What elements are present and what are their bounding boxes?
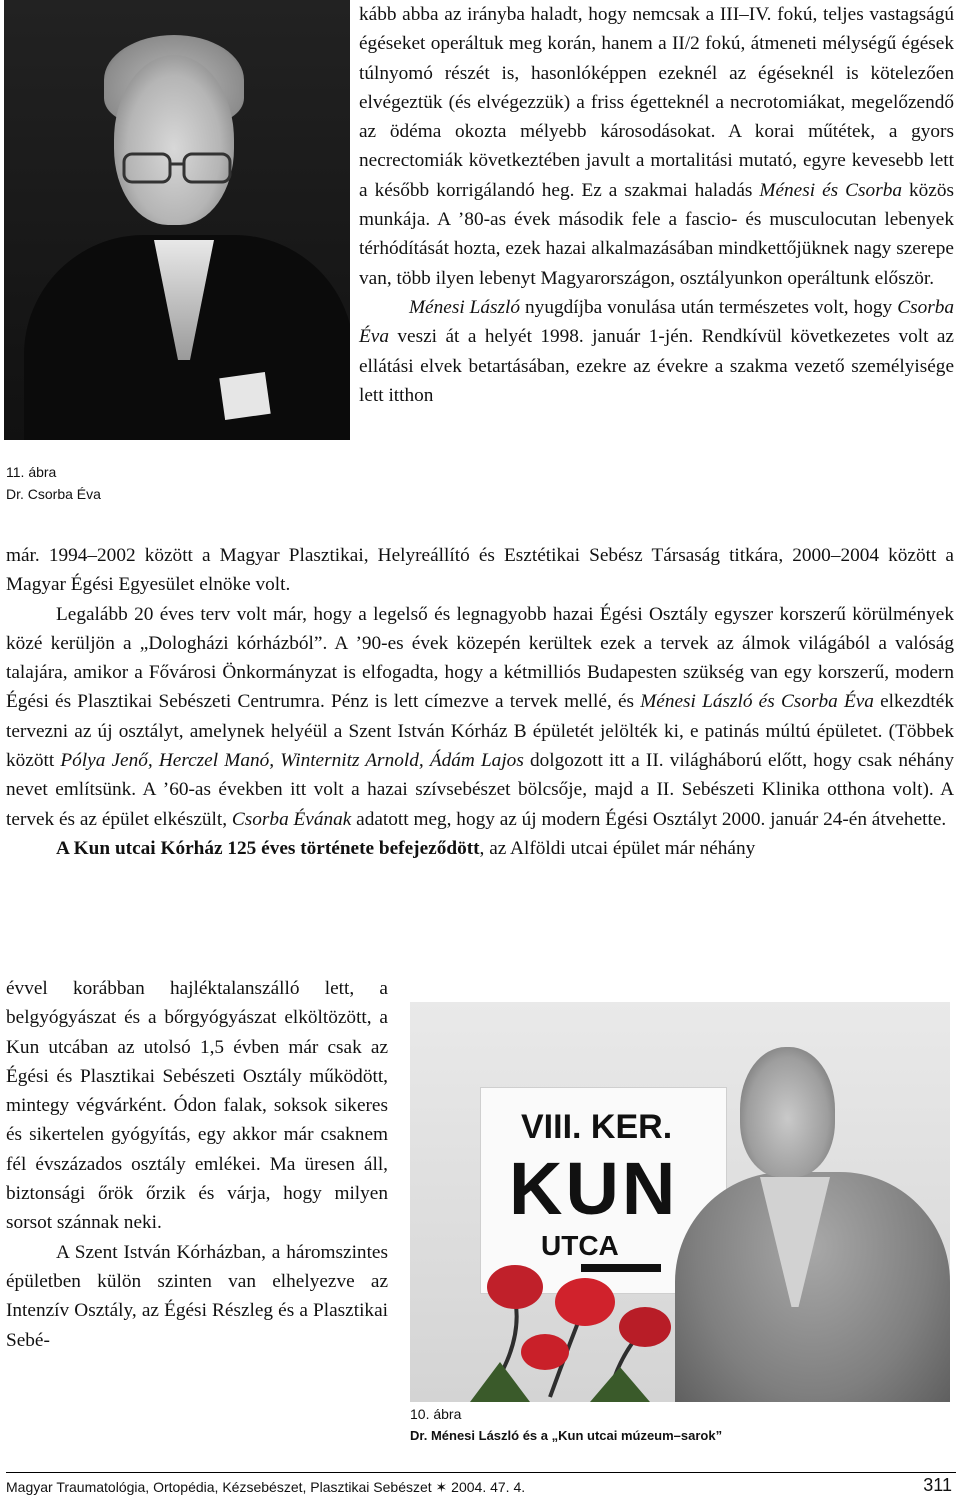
sign-line-1: VIII. KER. — [521, 1108, 673, 1146]
full-width-text — [6, 541, 954, 863]
text-run: veszi át a helyét 1998. január 1-jén. Rendkívül következetes volt az ellátási elvek betartásában, ezekre az évekre a szakma vezető személyisége lett itthon — [359, 326, 954, 406]
bottom-paragraph-1: évvel korábban hajléktalanszálló lett, a belgyógyászat és a bőrgyógyászat elköltözött, a Kun utcában az utolsó 1,5 évben már csak az Égési és Plasztikai Sebészeti Osztály működött, mintegy végvárként. Ódon falak, soksok sikeres és sikertelen gyógyítás, egy akkor már csaknem fél évszázados osztály emlékei. Ma üresen áll, biztonsági őrök őrzik és várja, hogy milyen sorsot szánnak neki. — [6, 978, 388, 1234]
text-run: már. 1994–2002 között a Magyar Plasztikai, Helyreállító és Esztétikai Sebész Társaság titkára, 2000–2004 között a Magyar Égési Egyesület elnöke volt. — [6, 545, 954, 596]
text-run: Legalább 20 éves terv volt már, hogy a legelső és legnagyobb hazai Égési Osztály egyszer korszerű körülmények közé kerüljön a „Dologházi kórházból”. A ’90-es évek közepén kerültek ezek a tervek az álmok világából a valóság talajára, amikor a Fővárosi Önkormányzat is elfogadta, hogy a kétmilliós Budapesten szükség van egy korszerű, modern Égési és Plasztikai Sebészeti Centrumra. Pénz is lett címezve a tervek mellé, és — [6, 603, 954, 713]
figure-10-caption: Dr. Ménesi László és a „Kun utcai múzeum–sarok” — [410, 1428, 723, 1443]
text-run: , az Alföldi utcai épület már néhány — [479, 837, 756, 859]
sign-line-3: UTCA — [541, 1230, 619, 1261]
glasses-icon — [122, 150, 232, 186]
bottom-paragraph-2: A Szent István Kórházban, a háromszintes épületben külön szinten van elhelyezve az Intenzív Osztály, az Égési Részleg és a Plasztikai Sebé- — [6, 1241, 388, 1351]
text-run: adatott meg, hogy az új modern Égési Osztályt 2000. január 24-én átvehette. — [351, 808, 947, 830]
figure-11-caption: Dr. Csorba Éva — [6, 486, 101, 502]
sign-line-2: KUN — [509, 1147, 679, 1230]
photo-name-badge — [219, 372, 270, 420]
top-paragraph-1 — [359, 0, 954, 293]
text-run-italic: Ménesi László — [409, 296, 521, 318]
text-run: nyugdíjba vonulása után természetes volt, hogy — [520, 296, 898, 318]
footer-journal: Magyar Traumatológia, Ortopédia, Kézsebészet, Plasztikai Sebészet ✶ 2004. 47. 4. — [6, 1479, 526, 1495]
bold-heading-run: A Kun utcai Kórház 125 éves története befejeződött — [56, 837, 480, 859]
text-run: közös munkája. A ’80-as évek második fele a fascio- és musculocutan lebenyek térhódítását hozta, ezek hazai alkalmazásában mindkettőjüknek nagy szerepe van, több ilyen lebenyt Magyarországon, osztályunkon operáltunk először. — [359, 179, 954, 289]
top-right-column — [359, 0, 954, 410]
bottom-left-column — [6, 974, 388, 1355]
full-paragraph-3 — [6, 834, 954, 863]
full-paragraph-2 — [6, 600, 954, 834]
text-run-italic: Csorba Évának — [231, 808, 352, 830]
text-run: elkezdték tervezni az új osztályt, amelynek helyéül a Szent István Kórház B épületét jelölték ki, e patinás múltú épületet. (Többek között — [6, 691, 954, 772]
figure-11-label: 11. ábra — [6, 464, 57, 480]
text-run-italic: Ménesi László és Csorba Éva — [640, 691, 874, 713]
top-paragraph-2 — [359, 293, 954, 410]
text-run-italic: Pólya Jenő, Herczel Manó, Winternitz Arnold, Ádám Lajos — [60, 750, 524, 772]
figure-10-label: 10. ábra — [410, 1406, 462, 1422]
flowers-icon — [470, 1242, 680, 1402]
full-paragraph-1 — [6, 541, 954, 600]
photo-man-head — [740, 1047, 835, 1177]
page-number: 311 — [923, 1475, 952, 1495]
text-run: kább abba az irányba haladt, hogy nemcsak a III–IV. fokú, teljes vastagságú égéseket operáltuk meg korán, hanem a II/2 fokú, átmeneti mélységű égések túlnyomó részét is, hasonlóképpen ezeknél az égéseknél is kötelezően elvégeztük (és elvégezzük) a friss égetteknél a necrotomiákat, megelőzendő az ödéma okozta mélyebb károsodásokat. A korai műtétek, a gyors necrectomiák következtében javult a mortalitási mutató, egyre kevesebb lett a később korrigálandó heg. Ez a szakmai haladás — [359, 4, 954, 201]
photo-head-shape — [114, 55, 234, 225]
text-run-italic: Ménesi és Csorba — [759, 179, 902, 201]
text-run: dolgozott itt a II. világháború előtt, hogy csak néhány nevet említsünk. A ’60-as években itt volt a hazai szívsebészet bölcsője, majd a II. Sebészeti Klinika otthona volt). A tervek és az épület elkészült, — [6, 750, 955, 830]
text-run-italic: Csorba Éva — [359, 296, 954, 348]
photo-csorba-eva — [4, 0, 350, 440]
footer-rule — [6, 1472, 956, 1473]
photo-menesi-laszlo — [410, 1002, 950, 1402]
